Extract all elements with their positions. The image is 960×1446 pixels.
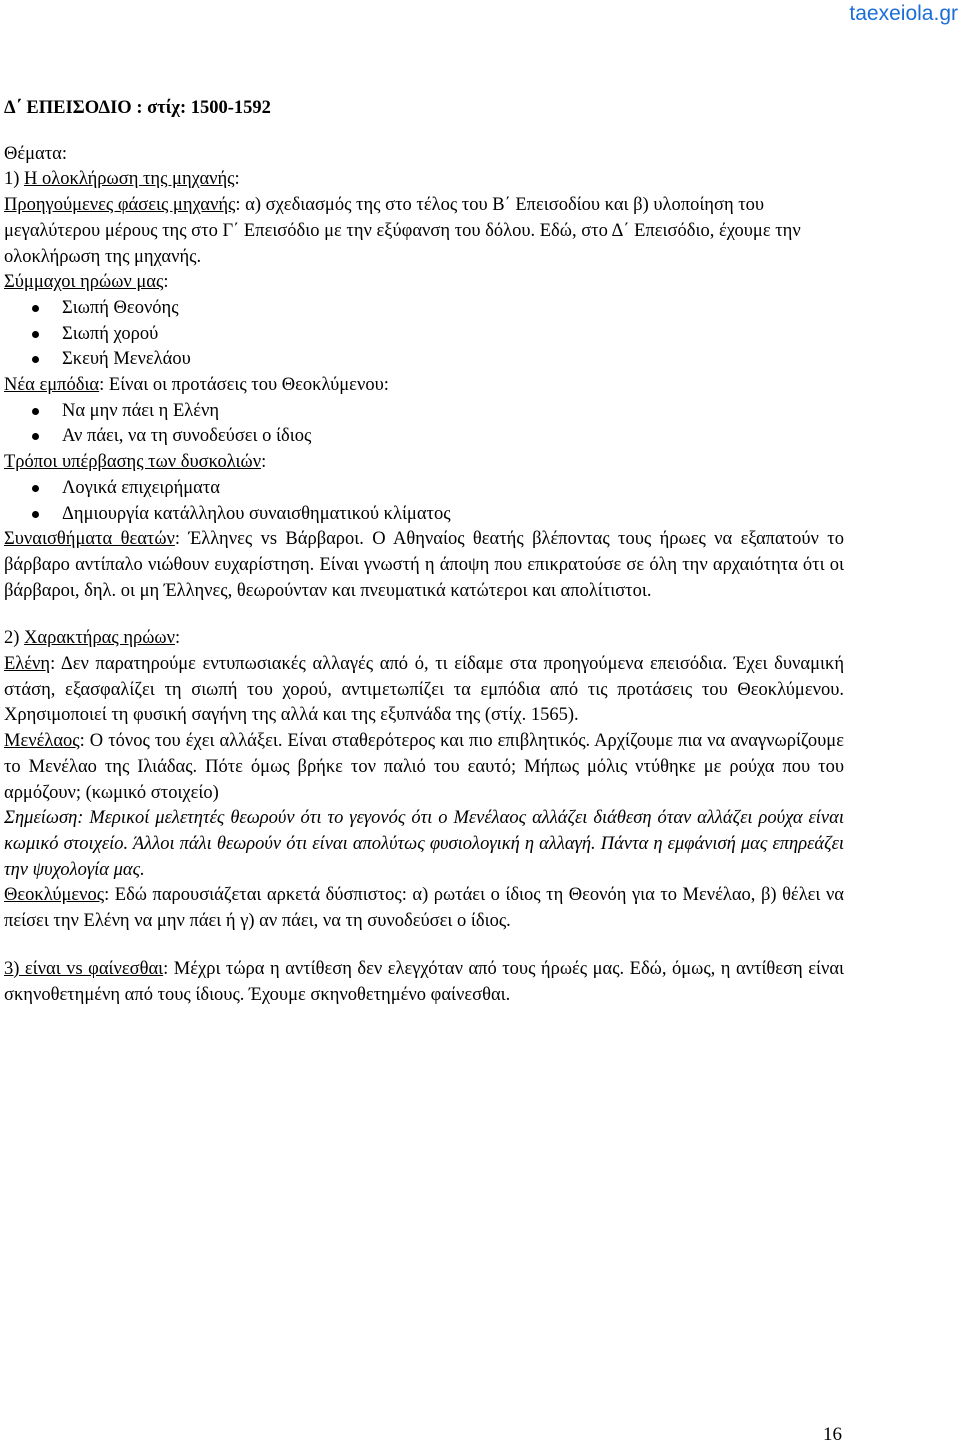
bullet-icon <box>32 433 39 440</box>
list-item: Σιωπή χορού <box>4 322 844 348</box>
helen-label: Ελένη <box>4 654 51 675</box>
list-item: Σκευή Μενελάου <box>4 347 844 373</box>
bullet-icon <box>32 356 39 363</box>
theoklymenos-label: Θεοκλύμενος <box>4 885 105 906</box>
note-paragraph: Σημείωση: Μερικοί μελετητές θεωρούν ότι το γεγονός ότι ο Μενέλαος αλλάζει διάθεση όταν αλλάζει ρούχα είναι κωμικό στοιχείο. Άλλοι πάλι θεωρούν ότι είναι απολύτως φυσιολογική η αλλαγή. Πάντα η εμφάνισή μας επηρεάζει την ψυχολογία μας. <box>4 808 844 880</box>
menelaus-paragraph: Μενέλαος: Ο τόνος του έχει αλλάξει. Είναι σταθερότερος και πιο επιβλητικός. Αρχίζουμε πια να αναγνωρίζουμε το Μενέλαο της Ιλιάδας. Πότε όμως βρήκε τον παλιό του εαυτό; Μήπως μόλις ντύθηκε με ρούχα που του αρμόζουν; (κωμικό στοιχείο) <box>4 731 844 803</box>
list-item: Να μην πάει η Ελένη <box>4 399 844 425</box>
site-label: taexeiola.gr <box>849 2 958 25</box>
themes-heading: Θέματα: <box>4 143 68 164</box>
previous-phases-paragraph: Προηγούμενες φάσεις μηχανής: α) σχεδιασμός της στο τέλος του Β΄ Επεισοδίου και β) υλοποίηση του μεγαλύτερου μέρους της στο Γ΄ Επεισόδιο με την εξύφανση του δόλου. Εδώ, στο Δ΄ Επεισόδιο, έχουμε την ολοκλήρωση της μηχανής. <box>4 195 801 267</box>
theoklymenos-paragraph: Θεοκλύμενος: Εδώ παρουσιάζεται αρκετά δύσπιστος: α) ρωτάει ο ίδιος τη Θεονόη για το Μενέλαο, β) θέλει να πείσει την Ελένη να μην πάει ή γ) αν πάει, να τη συνοδεύσει ο ίδιος. <box>4 885 844 932</box>
section-3-heading: 3) είναι vs φαίνεσθαι <box>4 958 164 979</box>
obstacles-heading: Νέα εμπόδια: Είναι οι προτάσεις του Θεοκλύμενου: <box>4 375 389 396</box>
allies-heading: Σύμμαχοι ηρώων μας: <box>4 272 169 293</box>
list-item: Αν πάει, να τη συνοδεύσει ο ίδιος <box>4 424 844 450</box>
list-item: Λογικά επιχειρήματα <box>4 476 844 502</box>
list-item: Σιωπή Θεονόης <box>4 296 844 322</box>
section-2-heading: 2) Χαρακτήρας ηρώων: <box>4 628 181 649</box>
section-1-heading: 1) Η ολοκλήρωση της μηχανής: <box>4 169 240 190</box>
page-number: 16 <box>823 1424 842 1445</box>
bullet-icon <box>32 511 39 518</box>
bullet-icon <box>32 305 39 312</box>
bullet-icon <box>32 331 39 338</box>
list-item: Δημιουργία κατάλληλου συναισθηματικού κλίματος <box>4 502 844 528</box>
allies-list <box>4 296 844 373</box>
page-title: Δ΄ ΕΠΕΙΣΟΔΙΟ : στίχ: 1500-1592 <box>4 98 271 118</box>
ways-list <box>4 476 844 527</box>
obstacles-list <box>4 399 844 450</box>
menelaus-label: Μενέλαος <box>4 731 80 752</box>
feelings-label: Συναισθήματα θεατών <box>4 529 175 550</box>
ways-heading: Τρόποι υπέρβασης των δυσκολιών: <box>4 452 267 473</box>
previous-phases-label: Προηγούμενες φάσεις μηχανής <box>4 195 236 216</box>
bullet-icon <box>32 408 39 415</box>
bullet-icon <box>32 485 39 492</box>
section-3-paragraph: 3) είναι vs φαίνεσθαι: Μέχρι τώρα η αντίθεση δεν ελεγχόταν από τους ήρωές μας. Εδώ, όμως, η αντίθεση είναι σκηνοθετημένη από τους ίδιους. Έχουμε σκηνοθετημένο φαίνεσθαι. <box>4 958 844 1005</box>
document-body <box>4 96 844 1008</box>
helen-paragraph: Ελένη: Δεν παρατηρούμε εντυπωσιακές αλλαγές από ό, τι είδαμε στα προηγούμενα επεισόδια. Έχει δυναμική στάση, εξασφαλίζει τη σιωπή του χορού, αντιμετωπίζει τα εμπόδια από τις προτάσεις του Θεοκλύμενου. Χρησιμοποιεί τη φυσική σαγήνη της αλλά και της εξυπνάδα της (στίχ. 1565). <box>4 654 844 726</box>
feelings-paragraph: Συναισθήματα θεατών: Έλληνες vs Βάρβαροι. Ο Αθηναίος θεατής βλέποντας τους ήρωες να εξαπατούν το βάρβαρο αντίπαλο νιώθουν ευχαρίστηση. Είναι γνωστή η άποψη που επικρατούσε σε όλη την αρχαιότητα ότι οι βάρβαροι, δηλ. οι μη Έλληνες, θεωρούνταν και πνευματικά κατώτεροι και απολίτιστοι. <box>4 529 844 601</box>
